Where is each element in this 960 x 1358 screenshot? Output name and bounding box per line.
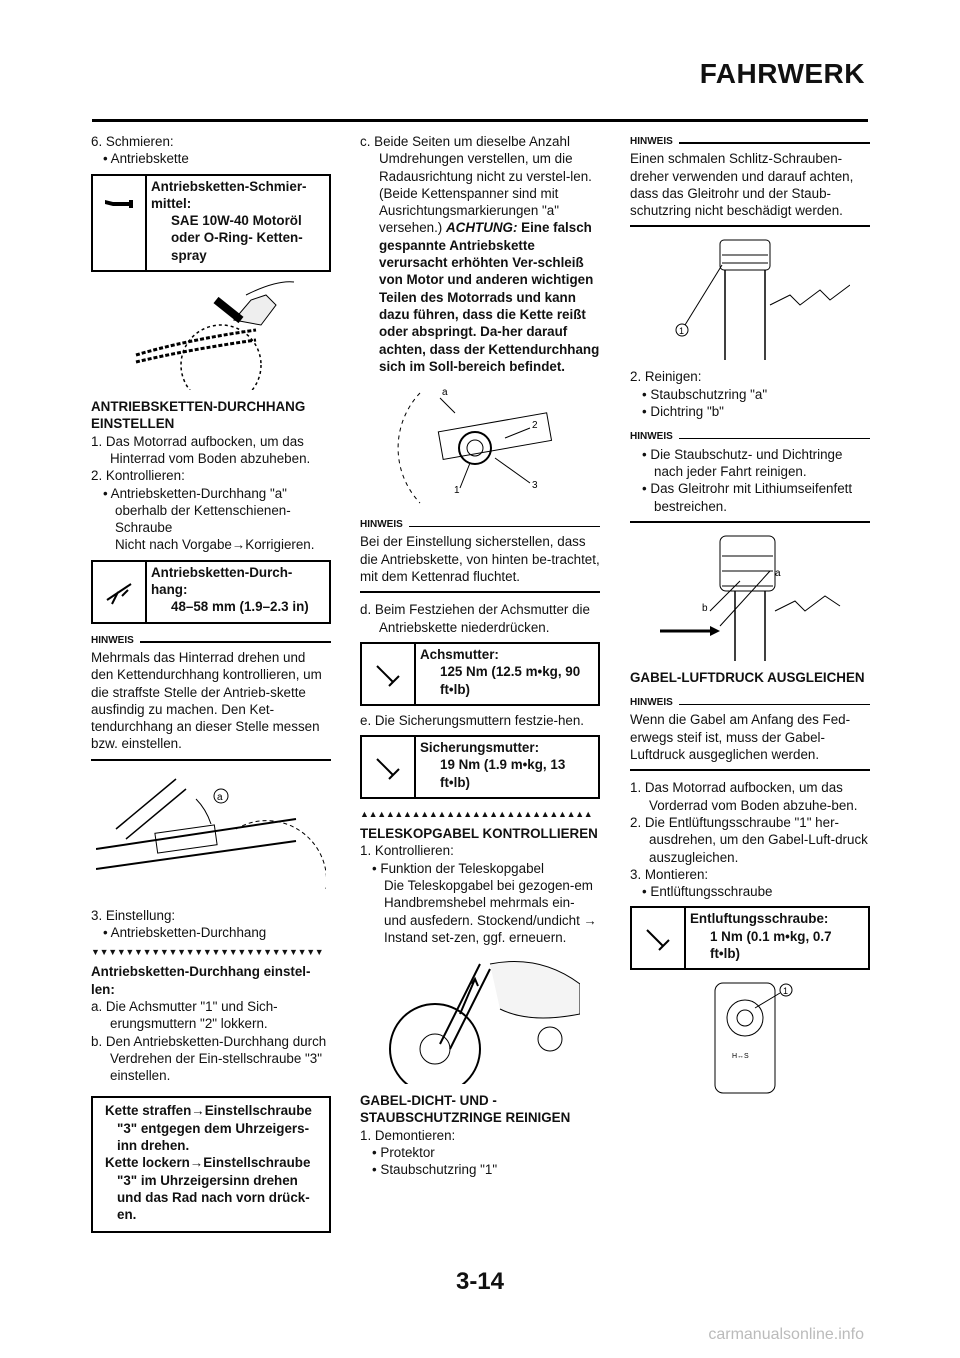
chain-slack-figure xyxy=(96,769,326,899)
note-text: Einen schmalen Schlitz-Schrauben-dreher verwenden und darauf achten, dass das Gleitrohr und der Staub-schutzring nicht beschädigt werden. xyxy=(630,151,854,219)
step-c: c. Beide Seiten um dieselbe Anzahl Umdrehungen verstellen, um die Radausrichtung nicht zu verstel-len. (Beide Kettenspanner sind mit Ausrichtungsmarkierungen "a" versehen.) ACHTUNG: Eine falsch gespannte Antriebskette verursacht erhöhten Ver-schleiß von Motor und anderen wichtigen Teilen des Motorrads und kann dazu führen, dass die Kette reißt oder abspringt. Da-her darauf achten, dass der Kettendurchhang sich im Soll-bereich befindet. xyxy=(360,134,600,374)
column-1 xyxy=(91,133,331,1233)
note-bullet: • Die Staubschutz- und Dichtringe nach jeder Fahrt reinigen. xyxy=(642,446,843,479)
section-heading: GABEL-DICHT- UND -STAUBSCHUTZRINGE REINIGEN xyxy=(360,1093,571,1126)
note-header: HINWEIS xyxy=(360,516,600,533)
section-heading: TELESKOPGABEL KONTROLLIEREN xyxy=(360,826,598,842)
spec-box-axle-nut xyxy=(360,642,600,706)
torque-wrench-icon xyxy=(362,644,416,704)
procedure-end-marker: ▲▲▲▲▲▲▲▲▲▲▲▲▲▲▲▲▲▲▲▲▲▲▲▲▲▲▲ xyxy=(360,809,593,820)
svg-text:2: 2 xyxy=(532,420,538,432)
svg-text:a: a xyxy=(442,387,448,399)
step-1-bullet: • Funktion der Teleskopgabel xyxy=(372,860,544,876)
svg-text:b: b xyxy=(702,602,708,614)
column-3 xyxy=(630,133,870,1116)
spec-title: Entluftungsschraube: xyxy=(690,911,829,927)
step-2-note: Nicht nach Vorgabe→Korrigieren. xyxy=(115,537,315,553)
spec-box-slack xyxy=(91,560,331,624)
svg-text:1: 1 xyxy=(679,326,685,337)
note-header: HINWEIS xyxy=(630,694,870,711)
step-6: 6. Schmieren: xyxy=(91,134,174,149)
tighten-text: Kette straffen→Einstellschraube "3" entgegen dem Uhrzeigers-inn drehen. xyxy=(105,1103,312,1153)
step-2: 2. Kontrollieren: xyxy=(91,468,185,484)
torque-wrench-icon xyxy=(632,908,686,968)
spec-value: 19 Nm (1.9 m•kg, 13 ft•lb) xyxy=(440,757,566,790)
step-2-bullet: • Dichtring "b" xyxy=(642,404,724,420)
chain-adjuster-figure xyxy=(380,383,580,508)
note-rule xyxy=(630,225,870,227)
step-e: e. Die Sicherungsmuttern festzie-hen. xyxy=(360,712,585,728)
step-1: 1. Kontrollieren: xyxy=(360,843,454,859)
procedure-start-marker: ▼▼▼▼▼▼▼▼▼▼▼▼▼▼▼▼▼▼▼▼▼▼▼▼▼▼▼ xyxy=(91,947,324,958)
note-text: Wenn die Gabel am Anfang des Fed-erwegs steif ist, muss der Gabel-Luftdruck ausgeglichen werden. xyxy=(630,712,851,763)
loosen-text: Kette lockern→Einstellschraube "3" im Uhrzeigersinn drehen und das Rad nach vorn drück-en. xyxy=(105,1155,311,1223)
adjustment-info-box xyxy=(91,1096,331,1233)
svg-text:1: 1 xyxy=(454,485,460,497)
spec-box-bleed-screw xyxy=(630,906,870,970)
note-text: Mehrmals das Hinterrad drehen und den Kettendurchhang kontrollieren, um die straffste Stelle der Antrieb-skette ausfindig zu machen. Den Ket-tendurchhang an dieser Stelle messen bzw. einstellen. xyxy=(91,649,322,752)
svg-text:a: a xyxy=(217,791,223,803)
oil-can-icon xyxy=(93,176,147,270)
column-2 xyxy=(360,133,600,1179)
spec-value: 1 Nm (0.1 m•kg, 0.7 ft•lb) xyxy=(710,928,832,962)
step-6-bullet: • Antriebskette xyxy=(103,151,189,167)
seal-cleaning-figure xyxy=(650,531,850,661)
note-rule xyxy=(630,769,870,771)
section-heading: ANTRIEBSKETTEN-DURCHHANG EINSTELLEN xyxy=(91,399,306,432)
spec-title: Achsmutter: xyxy=(420,646,499,662)
step-2-bullet: • Staubschutzring "a" xyxy=(642,386,768,402)
spec-title: Antriebsketten-Schmier-mittel: xyxy=(151,178,307,211)
front-fork-figure xyxy=(380,954,580,1084)
dust-seal-figure xyxy=(650,235,850,360)
chain-lubrication-figure xyxy=(126,280,296,390)
step-2-bullet: • Antriebsketten-Durchhang "a" oberhalb der Kettenschienen-Schraube xyxy=(103,485,291,536)
note-text: Bei der Einstellung sicherstellen, dass die Antriebskette, von hinten be-trachtet, mit dem Kettenrad fluchtet. xyxy=(360,534,600,585)
section-heading: GABEL-LUFTDRUCK AUSGLEICHEN xyxy=(630,669,865,685)
step-1-text: Die Teleskopgabel bei gezogen-em Handbremshebel mehrmals ein- und ausfedern. Stockend/undicht → Instand set-zen, ggf. erneuern. xyxy=(384,877,597,945)
svg-text:H↔S: H↔S xyxy=(732,1053,749,1061)
note-header: HINWEIS xyxy=(630,133,870,150)
step-2: 2. Reinigen: xyxy=(630,369,702,385)
procedure-heading: Antriebsketten-Durchhang einstel-len: xyxy=(91,964,311,997)
spec-title: Sicherungsmutter: xyxy=(420,740,540,756)
watermark: carmanualsonline.info xyxy=(708,1326,864,1343)
note-header: HINWEIS xyxy=(91,632,331,649)
spec-value: 125 Nm (12.5 m•kg, 90 ft•lb) xyxy=(440,664,581,697)
step-2: 2. Die Entlüftungsschraube "1" her-ausdrehen, um den Gabel-Luft-druck auszugleichen. xyxy=(630,814,868,865)
svg-text:a: a xyxy=(775,567,781,579)
torque-wrench-icon xyxy=(362,737,416,797)
step-b: b. Den Antriebsketten-Durchhang durch Verdrehen der Ein-stellschraube "3" einstellen. xyxy=(91,1033,327,1084)
note-bullet: • Das Gleitrohr mit Lithiumseifenfett bestreichen. xyxy=(642,481,853,514)
step-3: 3. Einstellung: xyxy=(91,907,176,923)
note-header: HINWEIS xyxy=(630,428,870,445)
spec-box-lubricant xyxy=(91,174,331,272)
gauge-icon xyxy=(93,562,147,622)
step-1-bullet: • Protektor xyxy=(372,1144,435,1160)
spec-title: Antriebsketten-Durch-hang: xyxy=(151,564,293,598)
step-3-bullet: • Antriebsketten-Durchhang xyxy=(103,925,267,941)
bleed-screw-figure xyxy=(650,978,850,1108)
note-rule xyxy=(360,591,600,593)
spec-value: 48–58 mm (1.9–2.3 in) xyxy=(171,599,309,615)
header-rule xyxy=(92,119,868,122)
step-3-bullet: • Entlüftungsschraube xyxy=(642,884,773,900)
step-1: 1. Demontieren: xyxy=(360,1127,456,1143)
step-a: a. Die Achsmutter "1" und Sich-erungsmuttern "2" lokkern. xyxy=(91,998,278,1032)
svg-text:3: 3 xyxy=(532,480,538,492)
page-number: 3-14 xyxy=(455,1268,505,1295)
step-1: 1. Das Motorrad aufbocken, um das Hinterrad vom Boden abzuheben. xyxy=(91,433,311,466)
step-3: 3. Montieren: xyxy=(630,866,709,882)
note-rule xyxy=(630,521,870,523)
step-d: d. Beim Festziehen der Achsmutter die Antriebskette niederdrücken. xyxy=(360,602,590,635)
step-1-bullet: • Staubschutzring "1" xyxy=(372,1162,498,1178)
spec-box-lock-nut xyxy=(360,735,600,799)
step-1: 1. Das Motorrad aufbocken, um das Vorderrad vom Boden abzuhe-ben. xyxy=(630,780,858,813)
spec-value: SAE 10W-40 Motoröl oder O-Ring- Ketten-spray xyxy=(171,213,303,263)
svg-text:1: 1 xyxy=(783,986,789,997)
note-rule xyxy=(91,759,331,761)
page-title: FAHRWERK xyxy=(699,58,865,89)
